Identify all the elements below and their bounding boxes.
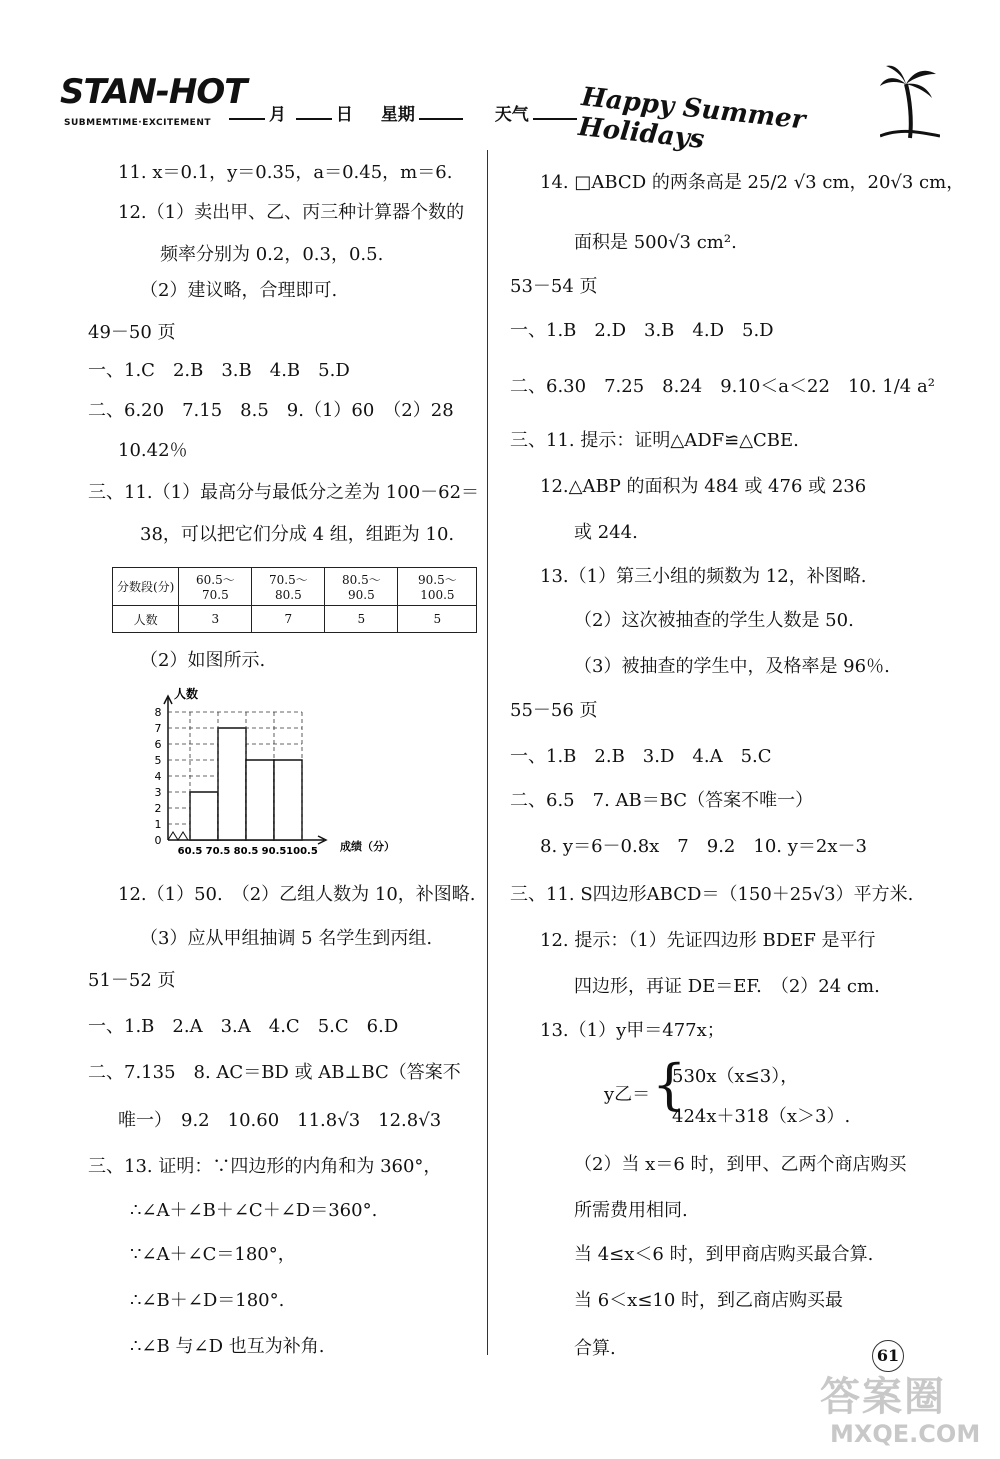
right-line-13: 一、1.B 2.B 3.D 4.A 5.C (510, 746, 772, 767)
left-line-8: 10.42％ (118, 440, 188, 461)
column-divider (487, 150, 488, 1355)
right-line-16: 三、11. S四边形ABCD＝（150＋25√3）平方米. (510, 884, 914, 905)
axis-break-icon (168, 832, 188, 840)
y-tick-label: 0 (154, 834, 162, 847)
section-heading-55-56: 55－56 页 (510, 700, 598, 721)
logo-subtitle: SUBMEMTIME·EXCITEMENT (64, 118, 212, 128)
table-cell: 70.5～80.5 (252, 568, 325, 606)
right-line-27: 合算. (574, 1338, 616, 1359)
y-tick-label: 5 (154, 754, 162, 767)
watermark: 答案圈 (820, 1374, 946, 1420)
table-cell: 人数 (113, 606, 179, 633)
left-line-9: 三、11.（1）最高分与最低分之差为 100－62＝ (88, 482, 480, 503)
histogram-chart (140, 682, 420, 862)
left-line-6: 一、1.C 2.B 3.B 4.B 5.D (88, 360, 350, 381)
watermark-url: MXQE.COM (830, 1420, 981, 1448)
table-cell: 3 (179, 606, 252, 633)
piecewise-case-1: 530x（x≤3）， (672, 1066, 799, 1087)
right-line-5: 二、6.30 7.25 8.24 9.10＜a＜22 10. 1/4 a² (510, 376, 935, 397)
table-row (113, 606, 477, 633)
right-line-9: 13.（1）第三小组的频数为 12，补图略. (540, 566, 867, 587)
piecewise-case-2: 424x＋318（x＞3）. (672, 1106, 851, 1127)
histogram-bar (218, 728, 246, 840)
date-bar (225, 100, 581, 125)
right-line-18: 四边形，再证 DE＝EF. （2）24 cm. (574, 976, 880, 997)
table-cell: 5 (325, 606, 398, 633)
right-line-11: （3）被抽查的学生中，及格率是 96％. (574, 656, 890, 677)
left-line-2: 12.（1）卖出甲、乙、丙三种计算器个数的 (118, 202, 465, 223)
right-line-25: 当 4≤x＜6 时，到甲商店购买最合算. (574, 1244, 874, 1265)
brace-icon: { (652, 1053, 687, 1116)
x-tick-label: 60.5 (177, 846, 203, 857)
left-line-4: （2）建议略，合理即可. (140, 280, 338, 301)
right-line-19: 13.（1）y甲＝477x； (540, 1020, 725, 1041)
right-line-1: 14. □ABCD 的两条高是 25/2 √3 cm，20√3 cm， (540, 172, 965, 193)
y-tick-label: 2 (154, 802, 162, 815)
right-line-17: 12. 提示：（1）先证四边形 BDEF 是平行 (540, 930, 876, 951)
right-line-24: 所需费用相同. (574, 1200, 688, 1221)
page-header (60, 60, 940, 156)
frequency-table (112, 567, 477, 633)
piecewise-label: y乙＝ (604, 1084, 651, 1105)
section-heading-51-52: 51－52 页 (88, 970, 176, 991)
table-cell: 分数段(分) (113, 568, 179, 606)
y-tick-label: 3 (154, 786, 162, 799)
left-line-18: 三、13. 证明：∵四边形的内角和为 360°， (88, 1156, 442, 1177)
left-line-3: 频率分别为 0.2，0.3，0.5. (160, 244, 384, 265)
y-tick-label: 7 (154, 722, 162, 735)
left-line-7: 二、6.20 7.15 8.5 9.（1）60 （2）28 (88, 400, 454, 421)
table-row (113, 568, 477, 606)
section-heading-53-54: 53－54 页 (510, 276, 598, 297)
y-tick-label: 1 (154, 818, 162, 831)
y-tick-label: 6 (154, 738, 162, 751)
y-tick-label: 4 (154, 770, 162, 783)
left-line-13: （3）应从甲组抽调 5 名学生到丙组. (140, 928, 433, 949)
left-line-11: （2）如图所示. (140, 650, 266, 671)
x-tick-label: 90.5 (261, 846, 287, 857)
chart-xlabel: 成绩（分） (340, 840, 395, 853)
left-line-20: ∵∠A＋∠C＝180°， (130, 1244, 296, 1265)
right-line-10: （2）这次被抽查的学生人数是 50. (574, 610, 854, 631)
holiday-banner: Happy Summer Holidays (576, 82, 807, 156)
right-line-6: 三、11. 提示：证明△ADF≌△CBE. (510, 430, 799, 451)
x-tick-label: 80.5 (233, 846, 259, 857)
palm-tree-icon (880, 60, 940, 140)
left-line-10: 38，可以把它们分成 4 组，组距为 10. (140, 524, 455, 545)
right-line-15: 8. y＝6－0.8x 7 9.2 10. y＝2x－3 (540, 836, 867, 857)
right-line-4: 一、1.B 2.D 3.B 4.D 5.D (510, 320, 774, 341)
left-line-15: 一、1.B 2.A 3.A 4.C 5.C 6.D (88, 1016, 399, 1037)
right-line-23: （2）当 x＝6 时，到甲、乙两个商店购买 (574, 1154, 907, 1175)
right-line-14: 二、6.5 7. AB＝BC（答案不唯一） (510, 790, 814, 811)
table-cell: 90.5～100.5 (398, 568, 477, 606)
x-tick-label: 100.5 (286, 846, 318, 857)
left-line-1: 11. x＝0.1，y＝0.35，a＝0.45，m＝6. (118, 162, 453, 183)
weekday-label: 星期 (380, 105, 415, 125)
month-label: 月 (269, 105, 286, 125)
y-tick-label: 8 (154, 706, 162, 719)
table-cell: 60.5～70.5 (179, 568, 252, 606)
left-line-16: 二、7.135 8. AC＝BD 或 AB⊥BC（答案不 (88, 1062, 461, 1083)
right-line-7: 12.△ABP 的面积为 484 或 476 或 236 (540, 476, 867, 497)
left-line-17: 唯一） 9.2 10.60 11.8√3 12.8√3 (118, 1110, 442, 1131)
table-cell: 7 (252, 606, 325, 633)
table-cell: 5 (398, 606, 477, 633)
left-line-21: ∴∠B＋∠D＝180°. (130, 1290, 285, 1311)
histogram-bar (246, 760, 274, 840)
section-heading-49-50: 49－50 页 (88, 322, 176, 343)
right-line-2: 面积是 500√3 cm². (574, 232, 737, 253)
left-line-19: ∴∠A＋∠B＋∠C＋∠D＝360°. (130, 1200, 378, 1221)
weather-label: 天气 (494, 105, 529, 125)
histogram-bar (274, 760, 302, 840)
right-line-8: 或 244. (574, 522, 638, 543)
right-line-26: 当 6＜x≤10 时，到乙商店购买最 (574, 1290, 844, 1311)
page-number: 61 (872, 1340, 904, 1372)
left-line-22: ∴∠B 与∠D 也互为补角. (130, 1336, 325, 1357)
logo: STAN-HOT (60, 72, 247, 112)
x-tick-label: 70.5 (205, 846, 231, 857)
chart-ylabel: 人数 (174, 687, 199, 701)
histogram-bar (190, 792, 218, 840)
table-cell: 80.5～90.5 (325, 568, 398, 606)
day-label: 日 (335, 105, 353, 125)
left-line-12: 12.（1）50. （2）乙组人数为 10，补图略. (118, 884, 476, 905)
